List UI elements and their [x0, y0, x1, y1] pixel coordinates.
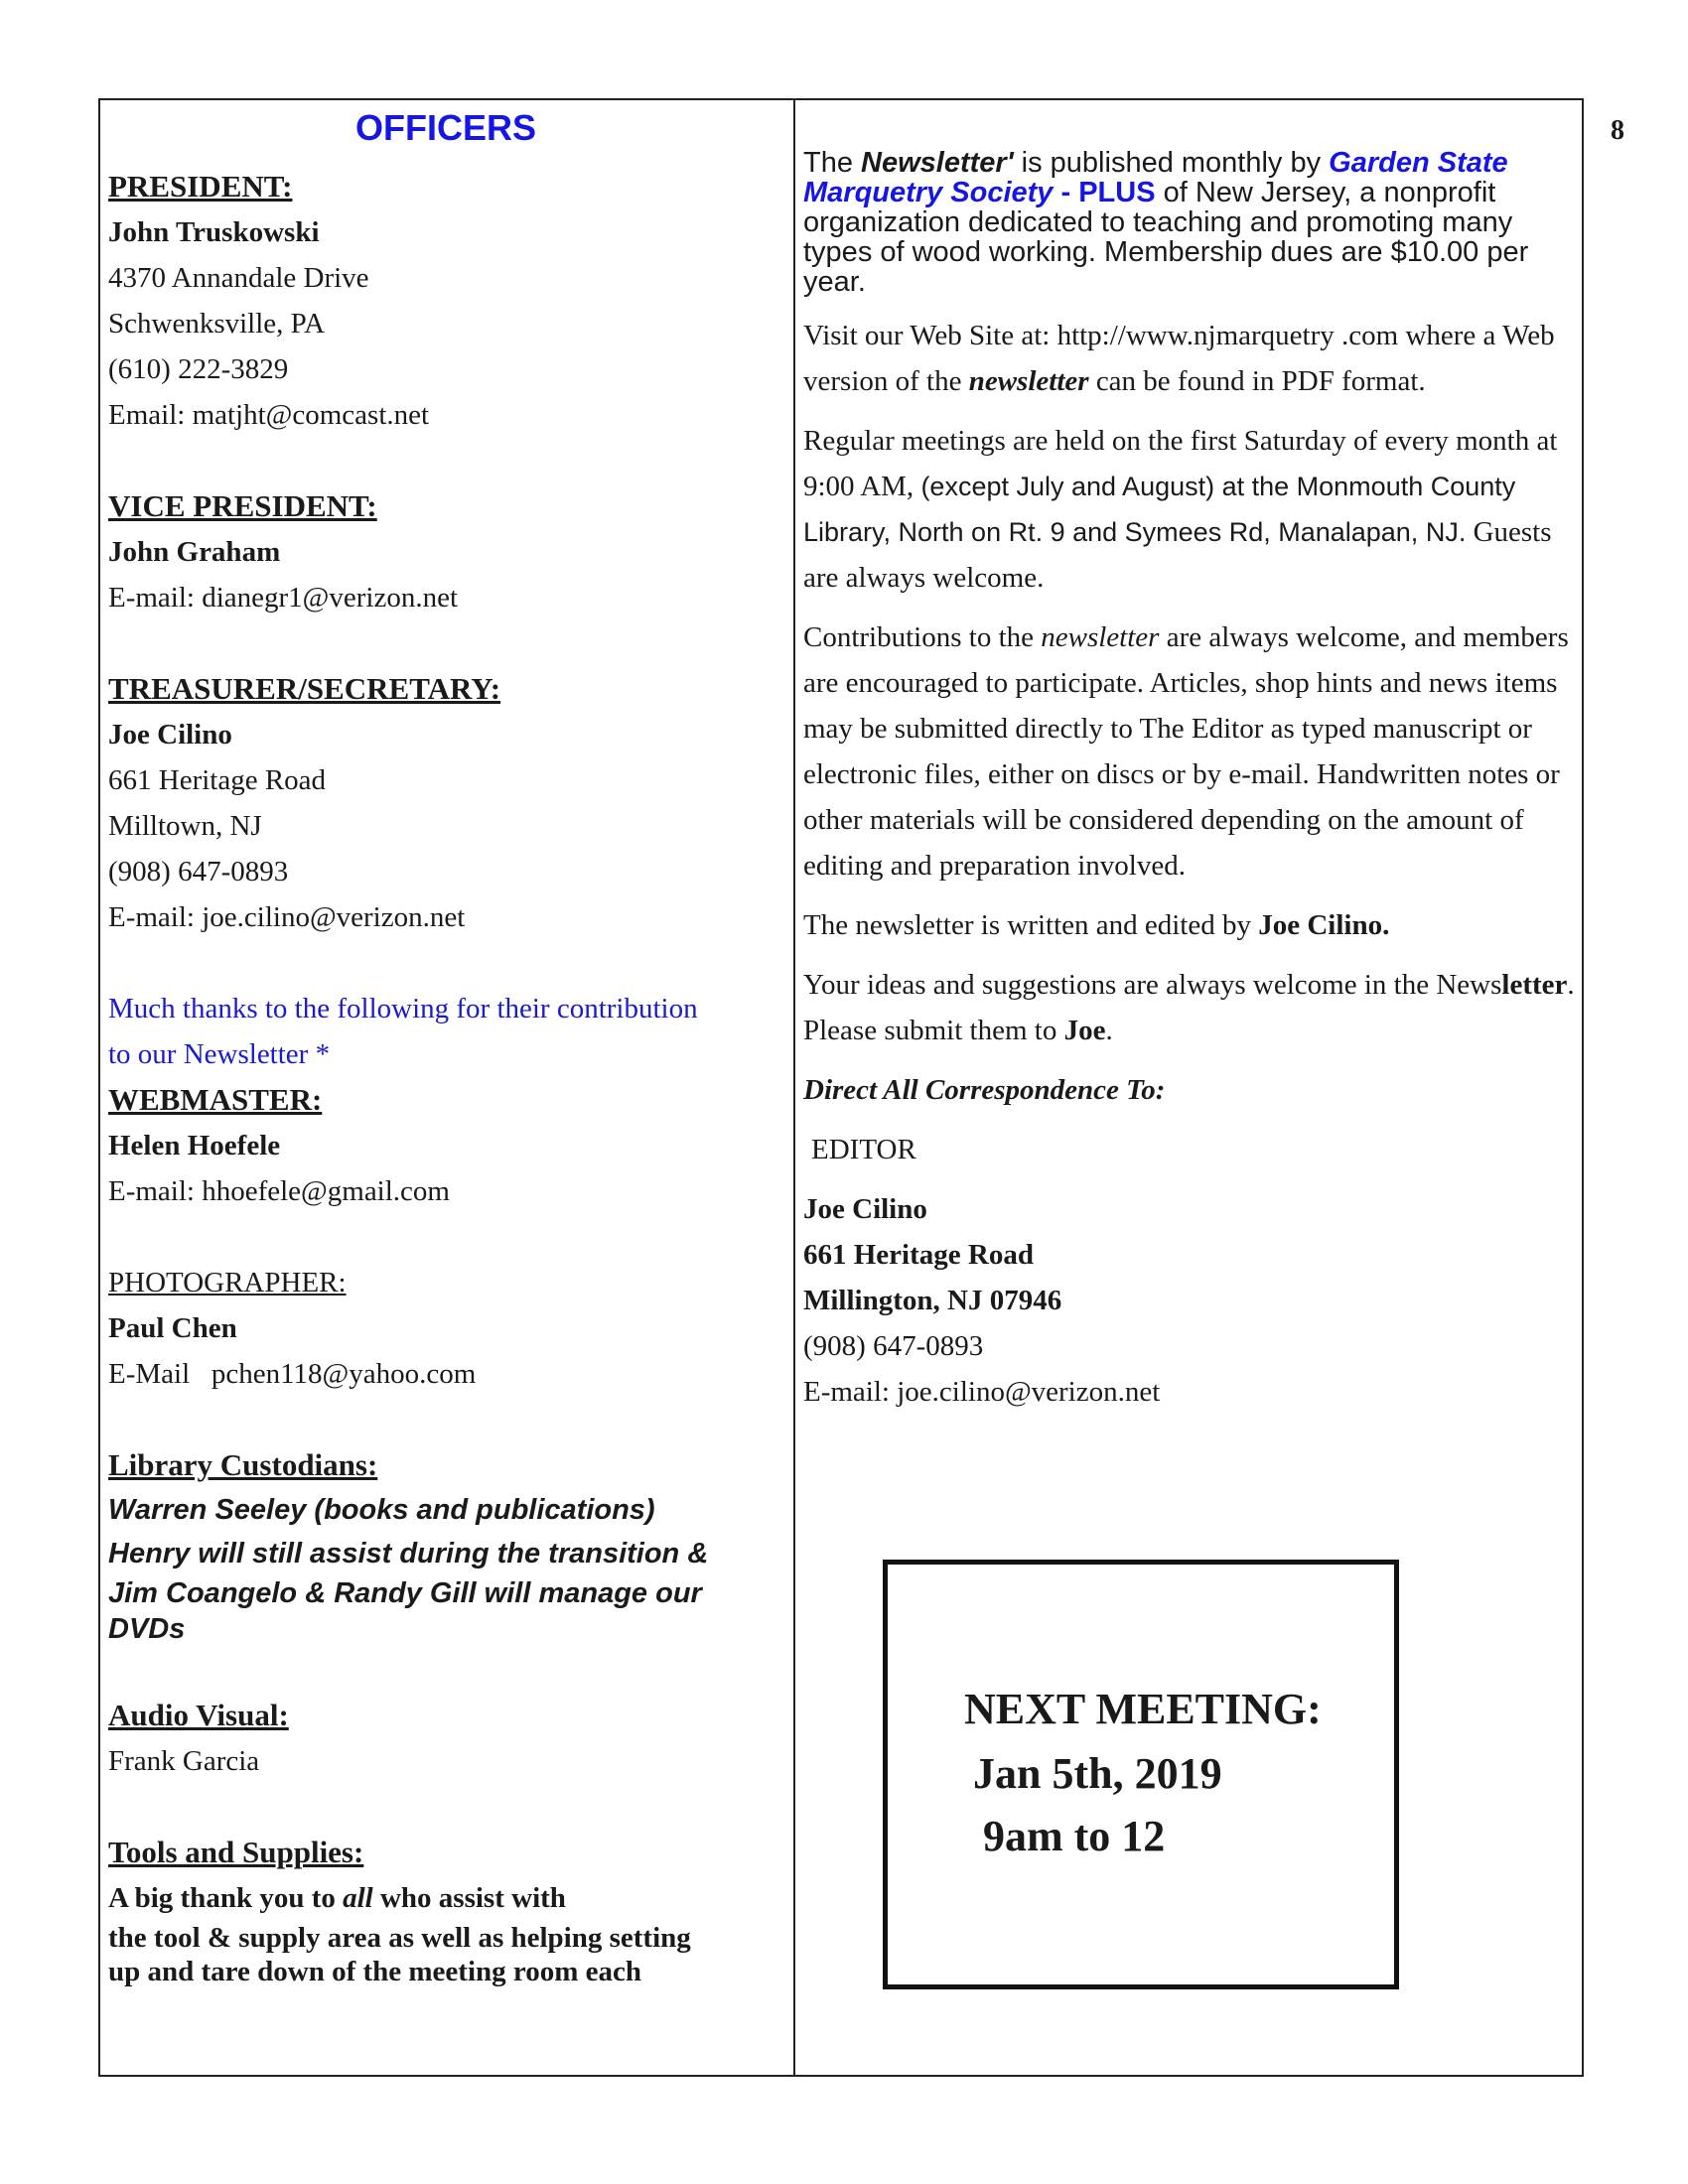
- meetings-paragraph: Regular meetings are held on the first Saturday of every month at 9:00 AM, (except July and August) at the Monmouth County Library, North on Rt. 9 and Symees Rd, Manalapan, NJ. Guests are always welcome.: [803, 425, 1558, 594]
- tools-line-1: A big thank you to all who assist with: [108, 1882, 566, 1914]
- intro-paragraph: The Newsletter' is published monthly by Garden State Marquetry Society - PLUS of New Jersey, a nonprofit organization dedicated to teaching and promoting many types of wood working. Membership dues are $10.00 per year.: [803, 147, 1529, 298]
- website-paragraph: Visit our Web Site at: http://www.njmarquetry .com where a Web version of the newsletter can be found in PDF format.: [803, 320, 1555, 397]
- library-role: Library Custodians:: [108, 1447, 378, 1482]
- treasurer-phone: (908) 647-0893: [108, 856, 289, 887]
- vice-president-name: John Graham: [108, 536, 281, 568]
- audio-visual-role: Audio Visual:: [108, 1698, 289, 1732]
- president-email: Email: matjht@comcast.net: [108, 399, 430, 431]
- officers-heading: OFFICERS: [354, 107, 536, 148]
- editor-city: Millington, NJ 07946: [803, 1285, 1062, 1316]
- editor-name: Joe Cilino: [803, 1193, 927, 1225]
- library-line-4: DVDs: [108, 1613, 186, 1645]
- tools-line-3: up and tare down of the meeting room each: [108, 1956, 642, 1987]
- treasurer-name: Joe Cilino: [108, 719, 232, 751]
- photographer-name: Paul Chen: [108, 1312, 237, 1344]
- treasurer-street: 661 Heritage Road: [108, 764, 327, 796]
- column-divider: [793, 100, 795, 2075]
- editor-label: EDITOR: [811, 1134, 916, 1165]
- thanks-line-1: Much thanks to the following for their contribution: [108, 993, 698, 1024]
- editor-email: E-mail: joe.cilino@verizon.net: [803, 1376, 1161, 1408]
- editor-street: 661 Heritage Road: [803, 1239, 1034, 1271]
- treasurer-city: Milltown, NJ: [108, 810, 262, 842]
- next-meeting-time: 9am to 12: [983, 1812, 1166, 1860]
- next-meeting-date: Jan 5th, 2019: [973, 1749, 1222, 1798]
- written-paragraph: The newsletter is written and edited by Joe Cilino.: [803, 909, 1390, 941]
- vice-president-email: E-mail: dianegr1@verizon.net: [108, 582, 459, 614]
- treasurer-role: TREASURER/SECRETARY:: [108, 671, 501, 706]
- library-line-1: Warren Seeley (books and publications): [108, 1494, 655, 1526]
- contributions-paragraph: Contributions to the newsletter are always welcome, and members are encouraged to participate. Articles, shop hints and news items may be submitted directly to The Editor as typed manuscript or electronic files, either on discs or by e-mail. Handwritten notes or other materials will be considered depending on the amount of editing and preparation involved.: [803, 621, 1569, 882]
- treasurer-email: E-mail: joe.cilino@verizon.net: [108, 901, 466, 933]
- page-number: 8: [1611, 115, 1624, 146]
- webmaster-email: E-mail: hhoefele@gmail.com: [108, 1175, 450, 1207]
- webmaster-name: Helen Hoefele: [108, 1130, 281, 1161]
- library-line-2: Henry will still assist during the transition &: [108, 1538, 709, 1570]
- ideas-paragraph: Your ideas and suggestions are always welcome in the Newsletter. Please submit them to Joe.: [803, 969, 1575, 1046]
- direct-correspondence: Direct All Correspondence To:: [803, 1074, 1166, 1106]
- info-column: [803, 148, 1578, 1415]
- president-city: Schwenksville, PA: [108, 308, 326, 340]
- tools-role: Tools and Supplies:: [108, 1835, 364, 1869]
- president-phone: (610) 222-3829: [108, 353, 289, 385]
- next-meeting-title: NEXT MEETING:: [964, 1685, 1322, 1733]
- president-street: 4370 Annandale Drive: [108, 262, 369, 294]
- president-name: John Truskowski: [108, 216, 320, 248]
- thanks-line-2: to our Newsletter *: [108, 1038, 331, 1070]
- webmaster-role: WEBMASTER:: [108, 1082, 323, 1117]
- library-line-3: Jim Coangelo & Randy Gill will manage our: [108, 1577, 702, 1609]
- next-meeting-box: [883, 1560, 1399, 1989]
- editor-phone: (908) 647-0893: [803, 1330, 984, 1362]
- tools-line-2: the tool & supply area as well as helping setting: [108, 1922, 691, 1954]
- vice-president-role: VICE PRESIDENT:: [108, 488, 377, 523]
- officers-column: [108, 106, 783, 1988]
- audio-visual-name: Frank Garcia: [108, 1745, 260, 1777]
- photographer-role: PHOTOGRAPHER:: [108, 1267, 347, 1298]
- photographer-email: E-Mail pchen118@yahoo.com: [108, 1358, 477, 1390]
- president-role: PRESIDENT:: [108, 169, 293, 204]
